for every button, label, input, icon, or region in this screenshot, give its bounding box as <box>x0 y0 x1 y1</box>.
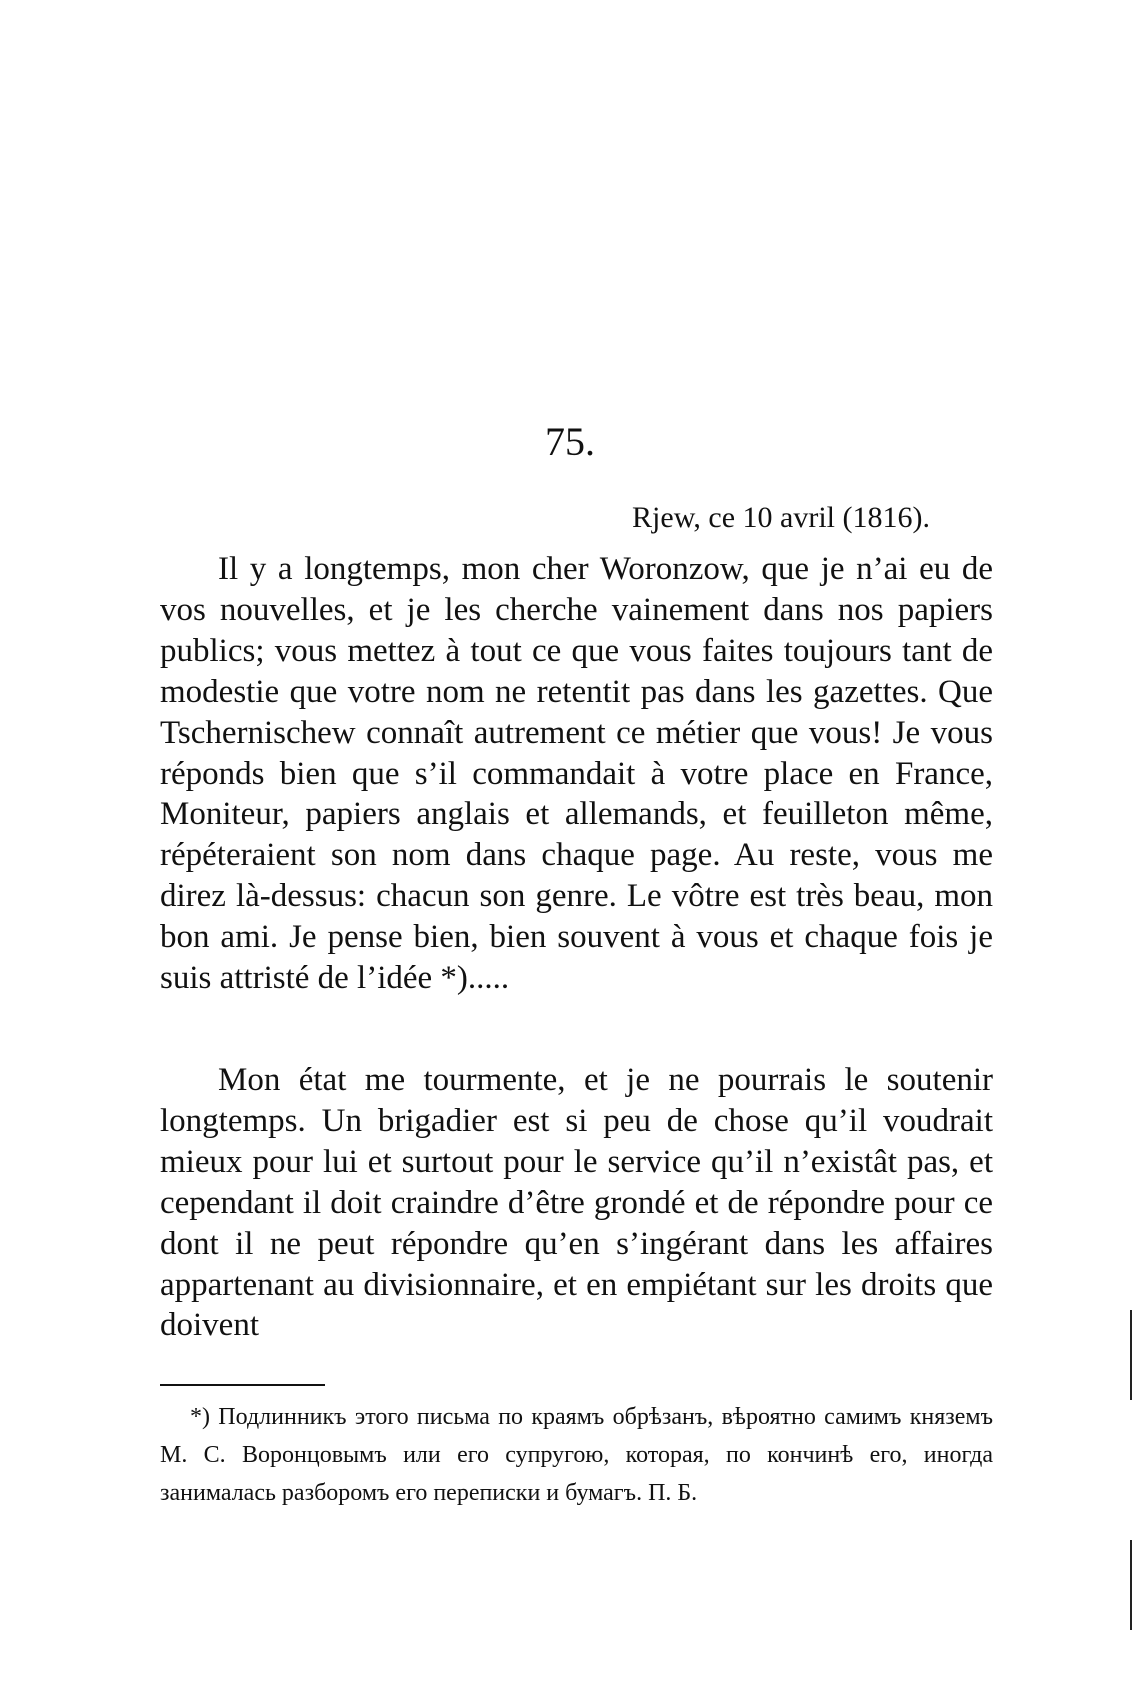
dateline: Rjew, ce 10 avril (1816). <box>632 501 930 534</box>
footnote-divider <box>160 1384 325 1386</box>
paragraph-2: Mon état me tourmente, et je ne pourrais le soutenir longtemps. Un brigadier est si peu de chose qu’il voudrait mieux pour lui et surtout pour le service qu’il n’existât pas, et cependant il doit craindre d’être grondé et de répondre pour ce dont il ne peut répondre qu’en s’ingérant dans les affaires appartenant au divisionnaire, et en empiétant sur les droits que doivent <box>160 1062 993 1344</box>
page-edge-mark <box>1130 1540 1132 1630</box>
footnote: *) Подлинникъ этого письма по краямъ обрѣзанъ, вѣроятно самимъ княземъ М. С. Воронцовымъ или его супругою, которая, по кончинѣ его, иногда занималась разборомъ его переписки и бумагъ. П. Б. <box>160 1404 993 1506</box>
paragraph-1: Il y a longtemps, mon cher Woronzow, que je n’ai eu de vos nouvelles, et je les cherche vainement dans nos papiers publics; vous mettez à tout ce que vous faites toujours tant de modestie que votre nom ne retentit pas dans les gazettes. Que Tschernischew connaît autrement ce métier que vous! Je vous réponds bien que s’il commandait à votre place en France, Moniteur, papiers anglais et allemands, et feuilleton même, répéteraient son nom dans chaque page. Au reste, vous me direz là-dessus: chacun son genre. Le vôtre est très beau, mon bon ami. Je pense bien, bien souvent à vous et chaque fois je suis attristé de l’idée *)..... <box>160 551 993 997</box>
letter-number: 75. <box>545 419 595 464</box>
page-edge-mark <box>1130 1310 1132 1400</box>
